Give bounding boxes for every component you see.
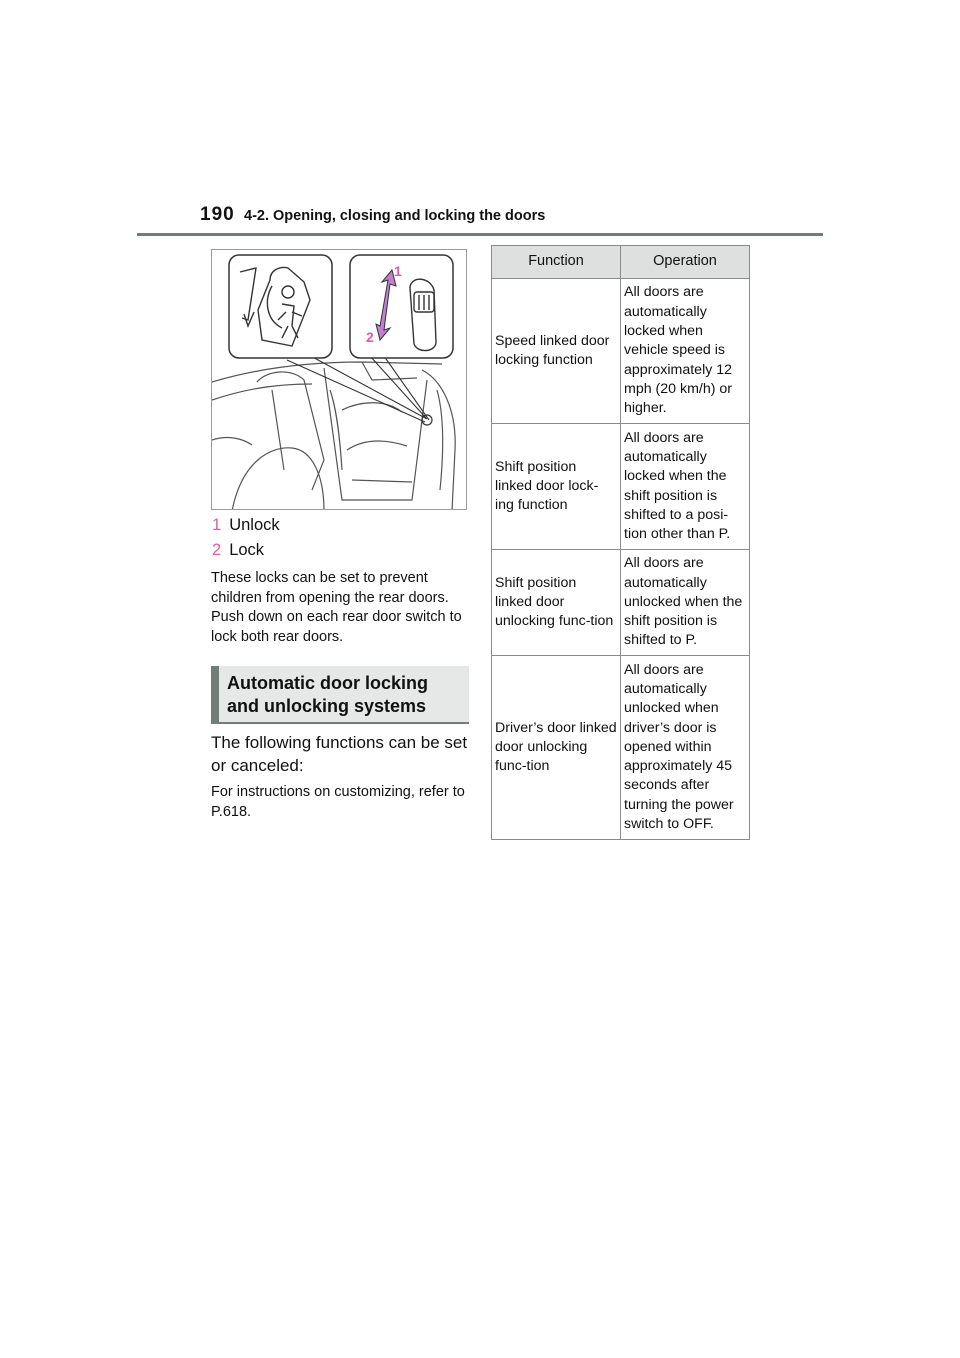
table-row [492,424,750,550]
operation-column-header: Operation [621,246,750,279]
legend-item-lock [212,541,472,560]
legend-label: Unlock [229,516,280,534]
callout-2: 2 [366,329,374,345]
child-lock-illustration [211,249,467,510]
table-row [492,550,750,656]
header-rule [137,233,823,236]
heading-line-2: and unlocking systems [227,696,427,716]
operation-cell: All doors are automatically locked when the shift position is shifted to a posi-tion other than P. [621,424,750,550]
callout-1: 1 [394,263,402,279]
function-table [491,245,750,840]
operation-cell: All doors are automatically unlocked when driver’s door is opened within approximately 45 seconds after turning the power switch to OFF. [621,656,750,840]
page-header [200,204,820,232]
legend-number: 1 [212,516,222,534]
table-header-row [492,246,750,279]
operation-cell: All doors are automatically locked when vehicle speed is approximately 12 mph (20 km/h) or higher. [621,279,750,424]
auto-lock-intro: The following functions can be set or canceled: [211,733,468,775]
legend-label: Lock [229,541,265,559]
function-cell: Shift position linked door lock-ing function [492,424,621,550]
table-row [492,279,750,424]
legend-item-unlock [212,516,472,535]
legend-number: 2 [212,541,222,559]
customize-reference: For instructions on customizing, refer to P.618. [211,784,465,820]
page-number: 190 [200,204,235,225]
auto-lock-heading-text [227,672,467,718]
table-row [492,656,750,840]
heading-line-1: Automatic door locking [227,673,429,693]
function-cell: Shift position linked door unlocking func-tion [492,550,621,656]
auto-lock-heading [211,666,469,724]
function-cell: Driver’s door linked door unlocking func-tion [492,656,621,840]
child-lock-description: These locks can be set to prevent children from opening the rear doors. Push down on each rear door switch to lock both rear doors. [211,570,462,645]
function-cell: Speed linked door locking function [492,279,621,424]
operation-cell: All doors are automatically unlocked when the shift position is shifted to P. [621,550,750,656]
function-column-header: Function [492,246,621,279]
child-lock-drawing [212,250,467,510]
section-title: 4-2. Opening, closing and locking the doors [244,208,546,224]
